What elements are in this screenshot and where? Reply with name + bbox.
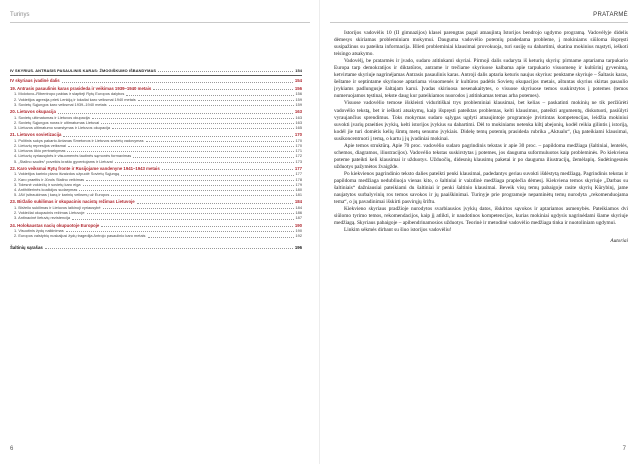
toc-entry-page: 165 — [295, 125, 302, 130]
toc-leader — [66, 231, 294, 232]
toc-leader — [133, 157, 293, 158]
toc-leader — [146, 141, 294, 142]
toc-entry-title: 3. Lietuvos ultimatumo svarstymas ir Lietuvos okupacija — [14, 125, 111, 130]
toc-leader — [153, 89, 293, 90]
toc-section-heading[interactable] — [10, 78, 302, 84]
page-number: 6 — [10, 446, 14, 452]
toc-entry[interactable] — [10, 159, 302, 164]
toc-leader — [103, 208, 294, 209]
toc-entry-page: 156 — [294, 85, 302, 91]
toc-leader — [87, 213, 294, 214]
toc-entry-page: 170 — [294, 132, 302, 138]
toc-leader — [112, 128, 293, 129]
toc-entry-page: 163 — [295, 114, 302, 120]
toc-entry-title: 2. Vokiečiai okupacinis režimas Lietuvoje — [14, 210, 85, 216]
toc-entry-page: 156 — [295, 91, 302, 97]
toc-entry-title: 1. Birželio sukilimas ir Lietuvos laikinoji vyriausybė — [14, 205, 101, 211]
table-of-contents — [10, 68, 302, 250]
toc-entry-title: 3. Sovietų Sąjungos karo veiksmai 1939–1940 metais — [14, 101, 107, 107]
toc-leader — [162, 169, 293, 170]
paragraph: Apie temos struktūrą. Apie 70 proc. vadovėlio sudaro pagrindinis tekstas ir apie 30 proc. – papildoma medžiaga (šaltiniai, lentelės, schemos, diagramos, iliustracijos). Vadovėlio tekstas suskirstytas į potemes, jos dauguma suformuluotos kaip probleminės. Po kiekviena poteme pateikti keli klausimai ir užduotys. Užduočių, didesnių klausimų paketai ir po dauguma iliustracijų, žemėlapių. Sudėtingesnės užduotys pažymėtos žvaigžde. — [334, 142, 628, 170]
toc-entry-page: 163 — [295, 119, 302, 125]
toc-entry-title: 5. JAV įsitraukimas į karą ir karinių veiksmų už Europos — [14, 192, 110, 198]
toc-entry-title: 3. Lietuvos ūkio pertvarkymas — [14, 148, 66, 154]
toc-entry-page: 177 — [295, 171, 302, 177]
toc-chapter-page: 154 — [295, 68, 302, 73]
toc-entry-title: 19. Antrasis pasaulinis karas prasideda ir veikimas 1939–1940 metais — [10, 85, 152, 91]
toc-entry-page: 179 — [295, 181, 302, 187]
paragraph: Vadovėlį, be pratarmės ir įvado, sudaro atitinkami skyriai. Pirmoji dalis sudaryta iš keturių skyrių: pirmame aptariama tarpukario Europa tarp demokratijos ir diktatūros, antrame ir trečiame skyriuose kalbama apie tarpukario visuomenę ir kultūrinį gyvenimą, ketvirtame skyriuje nagrinėjamas Antrasis pasaulinis karas. Antroji dalis aptaria keturis naujus skyrius: penktame skyriuje – Šaltasis karas, šeštame ir septintame skyriuose aptariama visuomenės ir kultūros padėtis Sovietų okupacijos metais, aštuntas skyrius skirtas pasaulio įvykiams padlungusje šaltajam karui. Įvadas skiriuosa nesenakaitytes, o visuose skyriuose temos suskirstytos į potemes (temos numeruojamos tęstinai, tekste daug kur pateikiamos nuorodos į atitinkamas temas arba potemes). — [334, 58, 628, 100]
toc-entry-title: 5. „Stalino saulės“ poveikis krašto gyventojams ir Lietuvai — [14, 158, 113, 164]
toc-entry-title: 1. Vokietijos karinio plano išvaizdos užpuolė Sovietų Sąjungą — [14, 171, 120, 177]
toc-entry-page: 159 — [295, 96, 302, 102]
toc-leader — [121, 175, 293, 176]
toc-entry-title: 2. Karo praeitis ir Jūrols Stalino veikimas — [14, 176, 85, 182]
paragraph: Istorijos vadovėlis 10 (II gimnazijos) klasei parengtas pagal atnaujintą Istorijos bendrojo ugdymo programą. Vadovėlyje didelis dėmesys skiriamas probleminiam mokymui. Dauguma vadovėlio potemių pradedama probleme, į mokiniams siūloma išspręsti susipažinus su pateikta informacija. Išlieti probleminiai klausimai provokuoja, turi susiję su dabartimi, skatina mokinius mąstyti, ieškoti teisingo atsakymo. — [334, 30, 628, 58]
toc-entry-title: 1. Sovietų ultimatumas ir Lietuvos okupacija — [14, 114, 90, 120]
toc-leader — [109, 105, 294, 106]
toc-entry-page: 192 — [295, 233, 302, 239]
toc-leader — [58, 113, 293, 114]
toc-leader — [101, 226, 293, 227]
toc-entry-page: 173 — [295, 158, 302, 164]
toc-entry-page: 177 — [294, 165, 302, 171]
right-page — [320, 0, 640, 464]
toc-entry-page: 178 — [295, 176, 302, 182]
toc-entry-page: 159 — [295, 101, 302, 107]
toc-entry-title: 2. Vokietijos agresija prieš Lenkiją ir lokaliai karo veiksmai 1940 metais — [14, 96, 136, 102]
toc-entry-title: Šaltinių sąrašas — [10, 244, 43, 250]
toc-leader — [79, 190, 293, 191]
toc-leader — [86, 180, 293, 181]
toc-leader — [111, 195, 293, 196]
toc-leader — [101, 123, 293, 124]
toc-entries — [10, 78, 302, 250]
paragraph: Visuose vadovėlio temose išskleisti viduritiškai trys probleminiai klausimai, bet kelias – paskatinti mokinių ne tik peržiūrėti vadovėlio tekstą, bet ir ieškoti atsakymų, kaip išspręsti pateiktas problemas, kelti klausimus, pateikti argumentų, diskutuoti, pasiūlyti vyraujančius sprendimus. Toks mokymas sudaro sąlygas ugdyti atnaujintoje programoje įtvirtintas kompetencijas, leidžia mokiniui suvokti įvarių praeities įvykių, kelti istorijos įvykius su dabartimi. Dėl to mokiniams netenka kiltį abejonių, kodėl reikia gilintis į istoriją, kodėl jie turi domėtis kelių šimtų metų senumo įvykiais. Didelę temų potemių prasideda rubrika „Aktualu“, (ką pateikiami klausimai, susikoncentruoti į temą, o kartu į jų įvadiniai mokinai. — [334, 100, 628, 142]
signature: Autoriai — [610, 238, 628, 245]
toc-entry-page: 187 — [295, 215, 302, 221]
toc-entry[interactable] — [10, 125, 302, 130]
toc-entry-page: 190 — [295, 228, 302, 234]
toc-entry-page: 196 — [294, 244, 302, 250]
toc-entry-title: 2. Europos valstybių nuskaijusi žydų tragedija Antrojo pasaulinio karo metais — [14, 233, 146, 239]
toc-entry-title: 24. Holokaustas nacių okupuotoje Europoje — [10, 222, 100, 228]
toc-entry-title: 2. Sovietų Sąjungos noras ir ultimatumas Lietuvai — [14, 119, 100, 125]
toc-entry-page: 181 — [295, 192, 302, 198]
toc-entry-page: 170 — [295, 137, 302, 143]
toc-leader — [72, 219, 293, 220]
toc-entry-title: 2. Lietuvių represijos veiksmai — [14, 143, 66, 148]
toc-entry-title: 4. Antihitlerinės koalicijos sudarymas — [14, 187, 78, 193]
running-head: PRATARMĖ — [593, 12, 628, 18]
paragraph: Po kiekvienos pagrindinio teksto dalies pateikti penki klausimai, padedantys geriau suvokti išdėstytą medžiagą. Pagrindinis tekstas ir papildoma medžiaga nedubliuoja vienas kito, o šaltiniai ir vaizdinė medžiaga praplečia dėmesį. Kiekviena temos skyriuje „Darbas su šaltiniais“ dažniausiai pateikiami du šaltiniai ir penki šaltinio klausimai. Beveik visų temų pabaigoje rasite skyrių Kūrybinį, jame naujatytos surbalyvinių ros temos savokos ir jų paaiškinimai. Turinyje prie programoje nepaminėtų temų nurodyta „rekomenduojama tema“, o jų pavadinimai išskirti pasvirųjų šriftu. — [334, 170, 628, 206]
toc-leader — [126, 95, 293, 96]
toc-entry-title: 3. Antinacinė lietuvių rezistencija — [14, 215, 71, 221]
toc-entry-title: 20. Lietuvos okupacija — [10, 109, 56, 114]
toc-leader — [148, 237, 294, 238]
closing-line: Linkim sėkmės dirbant su šiuo istorijos vadovėliu! — [344, 227, 452, 234]
toc-entry-page: 184 — [294, 199, 302, 205]
toc-leader — [68, 146, 294, 147]
toc-leader — [158, 71, 293, 72]
toc-entry-page: 180 — [295, 187, 302, 193]
toc-entry-page: 172 — [295, 153, 302, 159]
preface-text — [334, 30, 628, 245]
toc-leader — [62, 82, 293, 83]
toc-leader — [137, 203, 293, 204]
header-rule — [10, 22, 310, 23]
running-head: Turinys — [10, 12, 30, 18]
toc-entry-page: 184 — [295, 205, 302, 211]
toc-leader — [67, 151, 293, 152]
toc-leader — [83, 185, 294, 186]
toc-entry-title: 4. Lietuvių vyriausybės ir visuomenės tautinės sąmonės formavimas — [14, 153, 132, 159]
toc-entry-page: 186 — [295, 210, 302, 216]
toc-entry-title: 21. Lietuvos sovietizacija — [10, 132, 62, 138]
toc-final-entry[interactable] — [10, 245, 302, 250]
toc-entry[interactable] — [10, 233, 302, 238]
toc-leader — [115, 162, 294, 163]
toc-entry-title: 22. Karo veiksmai Rytų fronte ir Rusijojame vandenyne 1941–1943 metais — [10, 165, 160, 171]
toc-leader — [92, 118, 294, 119]
page-number: 7 — [622, 446, 626, 452]
toc-entry[interactable] — [10, 102, 302, 107]
toc-entry-title: IV skyriaus įvadinė dalis — [10, 78, 60, 84]
toc-entry-title: 1. Politinis sukys pakarto Antanas Smetonos ir Lietuvos sovietų vadovymas — [14, 137, 144, 143]
toc-entry-page: 154 — [294, 78, 302, 84]
toc-entry-page: 170 — [295, 143, 302, 148]
toc-entry-page: 190 — [294, 222, 302, 228]
paragraph: Kiekvieno skyriaus pradžioje nurodytos svarbiausios įvykių datos, išskirtos sąvokos ir aptariamos asmenybės. Pateikiamos dvi siūlomo tyrimo temos, rekomendacijos, kaip jį atlikti, ir naudotinos kompetencijos, kurias mokiniai ugdysis nagrinėdami šiame skyriuje medžiagą. Skyriaus pabaigoje – apibendrinamosios užduotys. Teorinė ir metodinė vadovėlio medžiaga tinka ir nuotoliniam ugdymui. — [334, 206, 628, 227]
toc-entry-title: 1. Molotovo–Ribentropo paktas ir slaptieji Rytų Europos dalybos — [14, 91, 125, 97]
toc-entry-title: 3. Tolesnė vokiečių ir sovietų karo eiga — [14, 181, 81, 187]
header-rule — [330, 22, 628, 23]
toc-entry[interactable] — [10, 192, 302, 197]
toc-leader — [63, 136, 292, 137]
toc-entry-title: 1. Visuotinis žydų naikinimas — [14, 228, 64, 234]
toc-entry[interactable] — [10, 215, 302, 220]
toc-leader — [45, 248, 293, 249]
toc-chapter-title-text: IV SKYRIUS. ANTRASIS PASAULINIS KARAS: ŽMOGIŠKUMO IŠBANDYMAS — [10, 68, 157, 73]
toc-entry-page: 163 — [294, 109, 302, 114]
toc-leader — [138, 100, 294, 101]
toc-entry-title: 23. Biržalio sukilimas ir okupacinis nacistų režimas Lietuvoje — [10, 199, 135, 205]
toc-entry-page: 171 — [295, 148, 302, 154]
toc-chapter-title — [10, 68, 302, 76]
